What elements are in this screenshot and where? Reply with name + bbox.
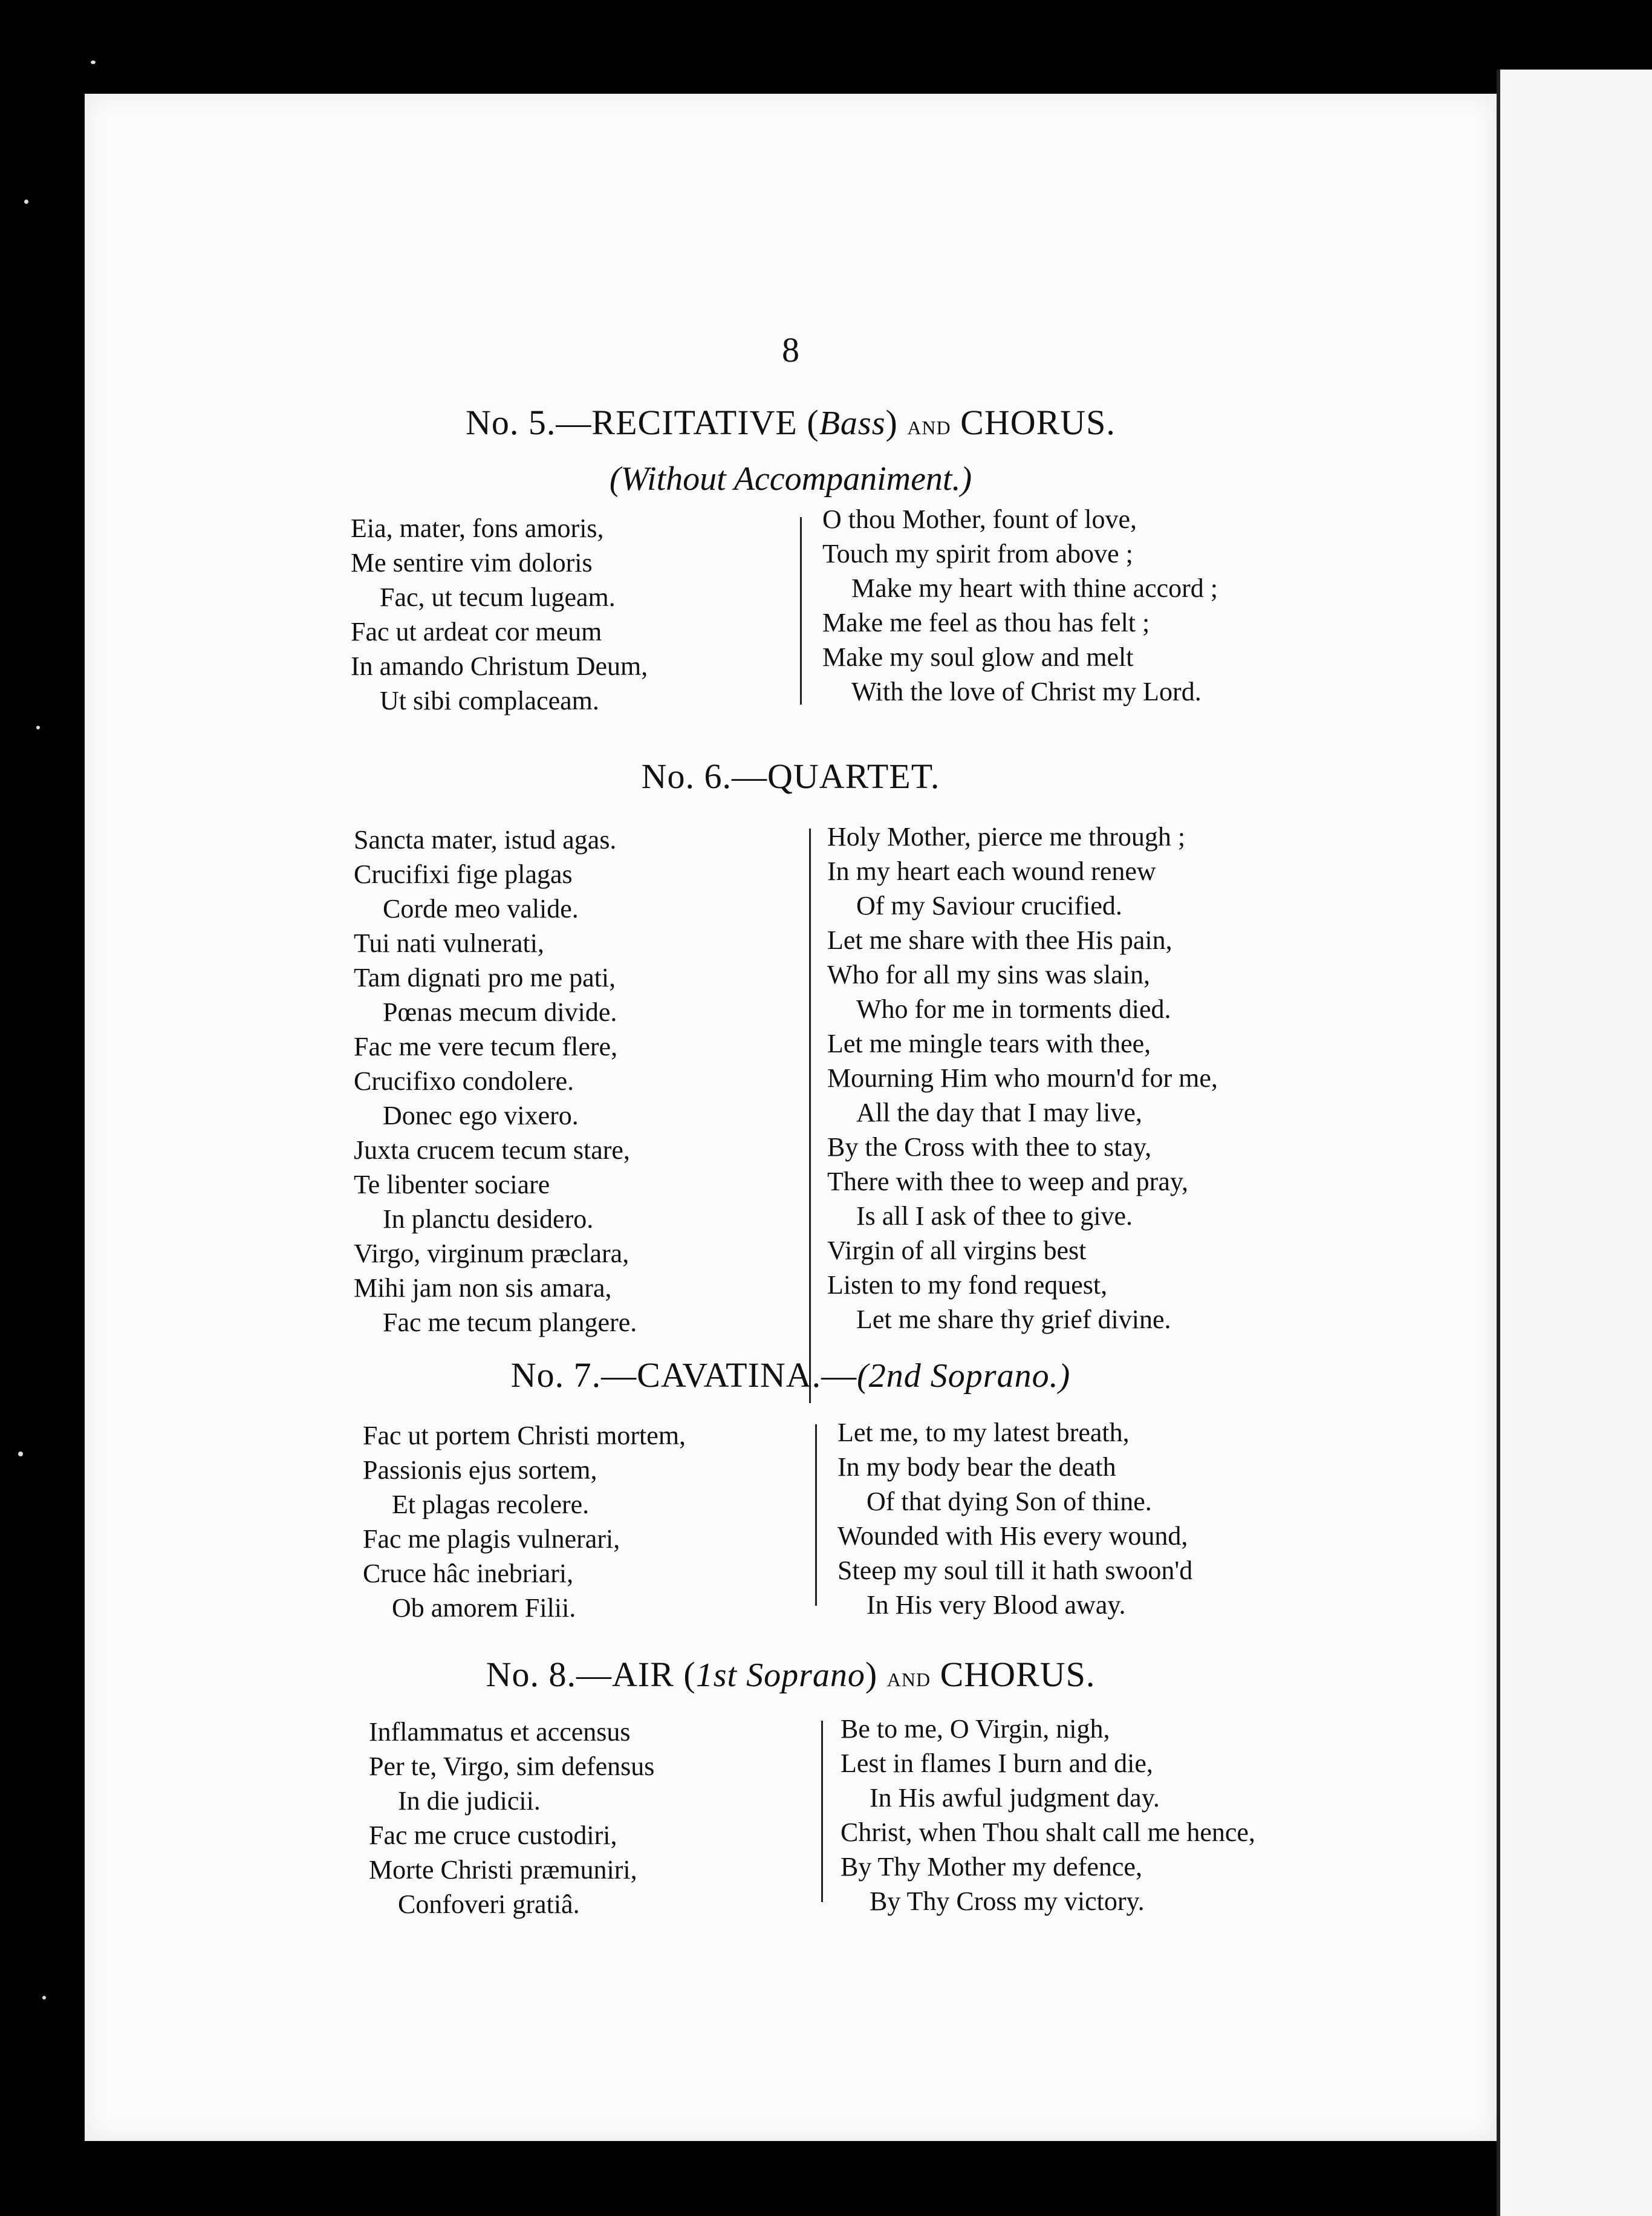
verse-line: Virgo, virginum præclara, [354, 1239, 629, 1268]
page-number: 8 [782, 330, 799, 370]
verse-line: Let me share thy grief divine. [856, 1305, 1171, 1334]
verse-line: Te libenter sociare [354, 1170, 550, 1199]
verse-line: Fac me tecum plangere. [383, 1308, 637, 1337]
verse-line: Who for me in torments died. [856, 994, 1171, 1024]
verse-line: Is all I ask of thee to give. [856, 1201, 1133, 1231]
heading-voice: Bass [819, 405, 886, 442]
section-heading-no6 [85, 756, 1497, 797]
verse-line: With the love of Christ my Lord. [851, 677, 1202, 706]
verse-line: Of that dying Son of thine. [867, 1487, 1152, 1516]
verse-line: Make me feel as thou has felt ; [822, 608, 1150, 637]
heading-voice: (2nd Soprano.) [857, 1357, 1071, 1395]
heading-and: and [886, 1661, 931, 1692]
verse-line: Virgin of all virgins best [827, 1236, 1087, 1265]
english-text-no6 [827, 820, 1218, 1337]
heading-and: and [907, 409, 951, 440]
verse-line: In die judicii. [398, 1786, 541, 1816]
verse-line: Listen to my fond request, [827, 1270, 1108, 1300]
verse-line: Juxta crucem tecum stare, [354, 1135, 630, 1165]
verse-line: Make my soul glow and melt [822, 642, 1134, 672]
column-divider [821, 1721, 823, 1902]
verse-line: By the Cross with thee to stay, [827, 1132, 1152, 1162]
dust-speck [36, 726, 40, 729]
verse-line: Be to me, O Virgin, nigh, [841, 1714, 1110, 1744]
dust-speck [18, 1452, 23, 1456]
verse-line: Let me share with thee His pain, [827, 925, 1172, 955]
verse-line: In my body bear the death [837, 1452, 1116, 1482]
section-subheading-no5: (Without Accompaniment.) [609, 460, 972, 498]
dust-speck [42, 1996, 46, 1999]
verse-line: There with thee to weep and pray, [827, 1167, 1189, 1196]
verse-line: Fac ut ardeat cor meum [351, 617, 602, 647]
verse-line: Passionis ejus sortem, [363, 1455, 597, 1485]
verse-line: Sancta mater, istud agas. [354, 825, 617, 855]
verse-line: Fac me plagis vulnerari, [363, 1524, 620, 1554]
verse-line: Ob amorem Filii. [392, 1593, 576, 1623]
column-divider [809, 829, 811, 1403]
latin-text-no8 [369, 1715, 654, 1921]
verse-line: Donec ego vixero. [383, 1101, 579, 1130]
heading-suffix: CHORUS. [960, 403, 1116, 442]
verse-line: Cruce hâc inebriari, [363, 1559, 574, 1588]
verse-line: Tam dignati pro me pati, [354, 963, 616, 992]
verse-line: Per te, Virgo, sim defensus [369, 1752, 655, 1781]
column-divider [800, 517, 802, 705]
dust-speck [24, 200, 28, 204]
verse-line: Of my Saviour crucified. [856, 891, 1122, 921]
verse-line: By Thy Cross my victory. [870, 1886, 1145, 1916]
heading-title: No. 5.—RECITATIVE [466, 403, 798, 442]
verse-line: In planctu desidero. [383, 1204, 594, 1234]
document-page [85, 94, 1497, 2141]
english-text-no8 [841, 1712, 1255, 1918]
verse-line: In my heart each wound renew [827, 856, 1156, 886]
verse-line: Mihi jam non sis amara, [354, 1273, 612, 1303]
verse-line: Crucifixi fige plagas [354, 859, 573, 889]
heading-title: No. 8.—AIR [486, 1655, 674, 1694]
verse-line: Fac ut portem Christi mortem, [363, 1421, 686, 1450]
verse-line: In His very Blood away. [867, 1590, 1126, 1620]
section-heading-no7 [85, 1355, 1497, 1395]
verse-line: Fac me vere tecum flere, [354, 1032, 618, 1061]
verse-line: Lest in flames I burn and die, [841, 1748, 1153, 1778]
verse-line: Fac me cruce custodiri, [369, 1820, 617, 1850]
column-divider [815, 1424, 817, 1606]
dust-speck [91, 60, 96, 64]
verse-line: Eia, mater, fons amoris, [351, 513, 604, 543]
verse-line: Morte Christi præmuniri, [369, 1855, 637, 1885]
verse-line: Corde meo valide. [383, 894, 579, 924]
verse-line: Make my heart with thine accord ; [851, 573, 1218, 603]
verse-line: Ut sibi complaceam. [380, 686, 599, 715]
verse-line: Touch my spirit from above ; [822, 539, 1133, 569]
verse-line: Crucifixo condolere. [354, 1066, 574, 1096]
verse-line: Fac, ut tecum lugeam. [380, 582, 616, 612]
section-heading-no5: No. 5.—RECITATIVE (Bass) and CHORUS. [466, 403, 1116, 442]
latin-text-no5 [351, 511, 648, 718]
english-text-no7 [837, 1415, 1192, 1622]
section-heading-no8: No. 8.—AIR (1st Soprano) and CHORUS. [486, 1655, 1096, 1694]
latin-text-no6 [354, 823, 637, 1340]
verse-line: By Thy Mother my defence, [841, 1852, 1142, 1882]
verse-line: Me sentire vim doloris [351, 548, 593, 578]
verse-line: In amando Christum Deum, [351, 651, 648, 681]
english-text-no5 [822, 502, 1218, 709]
latin-text-no7 [363, 1418, 686, 1625]
verse-line: Let me, to my latest breath, [837, 1418, 1130, 1447]
verse-line: Wounded with His every wound, [837, 1521, 1188, 1551]
verse-line: Confoveri gratiâ. [398, 1889, 580, 1919]
heading-title: No. 6.—QUARTET. [641, 757, 940, 796]
verse-line: Who for all my sins was slain, [827, 960, 1151, 989]
heading-voice: 1st Soprano [695, 1657, 865, 1694]
verse-line: All the day that I may live, [856, 1098, 1142, 1127]
verse-line: Tui nati vulnerati, [354, 928, 544, 958]
verse-line: Let me mingle tears with thee, [827, 1029, 1151, 1058]
verse-line: Christ, when Thou shalt call me hence, [841, 1817, 1255, 1847]
heading-suffix: CHORUS. [940, 1655, 1096, 1694]
verse-line: Pœnas mecum divide. [383, 997, 617, 1027]
heading-title: No. 7.—CAVATINA.— [510, 1355, 857, 1395]
adjacent-page-edge [1497, 70, 1652, 2216]
verse-line: Steep my soul till it hath swoon'd [837, 1556, 1193, 1585]
verse-line: Et plagas recolere. [392, 1490, 590, 1519]
verse-line: Inflammatus et accensus [369, 1717, 631, 1747]
verse-line: Holy Mother, pierce me through ; [827, 822, 1186, 852]
verse-line: O thou Mother, fount of love, [822, 504, 1137, 534]
verse-line: In His awful judgment day. [870, 1783, 1160, 1813]
verse-line: Mourning Him who mourn'd for me, [827, 1063, 1218, 1093]
